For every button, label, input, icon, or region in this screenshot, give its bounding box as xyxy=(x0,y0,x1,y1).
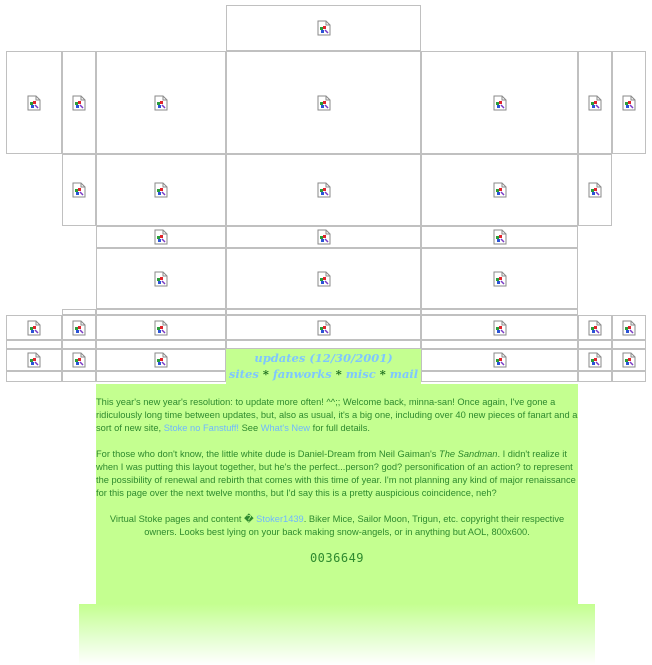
sandman-paragraph xyxy=(96,448,578,500)
nav-separator: * xyxy=(262,367,269,381)
stoker-link[interactable]: Stoker1439 xyxy=(256,514,304,524)
broken-image-icon xyxy=(27,95,41,111)
broken-image-icon xyxy=(588,182,602,198)
image-cell xyxy=(612,340,646,349)
image-cell xyxy=(62,371,96,382)
image-cell xyxy=(226,5,421,51)
image-cell xyxy=(578,154,612,226)
nav-links xyxy=(226,366,421,382)
image-cell xyxy=(96,226,226,248)
image-cell xyxy=(421,349,578,371)
image-cell xyxy=(421,371,578,382)
broken-image-icon xyxy=(154,182,168,198)
stoke-fanstuff-link[interactable]: Stoke no Fanstuff! xyxy=(163,423,239,433)
image-cell xyxy=(421,154,578,226)
broken-image-icon xyxy=(72,182,86,198)
broken-image-icon xyxy=(317,182,331,198)
copyright-text-end: . Biker Mice, Sailor Moon, Trigun, etc. copyright their respective owners. Looks best lying on your back making snow-angels, or in anything but AOL, 800x600. xyxy=(144,514,565,537)
nav-mail-link[interactable]: mail xyxy=(389,367,419,381)
image-cell xyxy=(612,315,646,340)
nav-sites-link[interactable]: sites xyxy=(228,367,259,381)
broken-image-icon xyxy=(154,352,168,368)
broken-image-icon xyxy=(588,320,602,336)
nav-separator: * xyxy=(379,367,386,381)
image-cell xyxy=(612,371,646,382)
image-cell xyxy=(62,340,96,349)
broken-image-icon xyxy=(317,320,331,336)
nav-misc-link[interactable]: misc xyxy=(345,367,376,381)
image-cell xyxy=(6,315,62,340)
image-cell xyxy=(578,315,612,340)
image-cell xyxy=(96,349,226,371)
intro-paragraph xyxy=(96,396,578,435)
broken-image-icon xyxy=(27,352,41,368)
broken-image-icon xyxy=(622,95,636,111)
image-cell xyxy=(226,340,421,349)
image-cell xyxy=(226,226,421,248)
image-cell xyxy=(226,248,421,309)
image-cell xyxy=(6,340,62,349)
image-cell xyxy=(421,51,578,154)
image-cell xyxy=(6,349,62,371)
image-cell xyxy=(6,371,62,382)
image-cell xyxy=(421,315,578,340)
broken-image-icon xyxy=(154,229,168,245)
broken-image-icon xyxy=(588,352,602,368)
hit-counter: 0036649 xyxy=(309,551,365,565)
image-cell xyxy=(578,340,612,349)
broken-image-icon xyxy=(317,229,331,245)
broken-image-icon xyxy=(154,95,168,111)
image-cell xyxy=(578,349,612,371)
whats-new-link[interactable]: What's New xyxy=(260,423,311,433)
image-cell xyxy=(421,226,578,248)
broken-image-icon xyxy=(493,271,507,287)
image-cell xyxy=(421,248,578,309)
broken-image-icon xyxy=(493,320,507,336)
updates-header xyxy=(226,349,421,384)
updates-title: updates (12/30/2001) xyxy=(254,351,393,365)
nav-separator: * xyxy=(335,367,342,381)
broken-image-icon xyxy=(154,320,168,336)
broken-image-icon xyxy=(622,320,636,336)
image-cell xyxy=(612,51,646,154)
broken-image-icon xyxy=(317,20,331,36)
broken-image-icon xyxy=(493,352,507,368)
image-cell xyxy=(96,248,226,309)
broken-image-icon xyxy=(154,271,168,287)
image-cell xyxy=(62,51,96,154)
image-cell xyxy=(96,51,226,154)
image-cell xyxy=(421,340,578,349)
sandman-title: The Sandman xyxy=(439,449,498,459)
broken-image-icon xyxy=(493,95,507,111)
image-cell xyxy=(226,51,421,154)
broken-image-icon xyxy=(72,352,86,368)
image-cell xyxy=(226,154,421,226)
image-cell xyxy=(578,51,612,154)
image-cell xyxy=(226,315,421,340)
bottom-fade xyxy=(79,604,595,665)
image-cell xyxy=(96,340,226,349)
image-cell xyxy=(96,154,226,226)
sandman-text: For those who don't know, the little white dude is Daniel-Dream from Neil Gaiman's xyxy=(96,449,440,459)
sandman-text-end: . I didn't realize it when I was putting this layout together, but he's the perfect...person? god? personification of an action? to represent the possibility of renewal and rebirth that comes with this time of year. I'm not planning any kind of major renaissance for this page over the next twelve months, but I'd say this is a pretty auspicious coincidence, neh? xyxy=(96,449,576,498)
copyright-paragraph xyxy=(96,513,578,539)
broken-image-icon xyxy=(493,229,507,245)
broken-image-icon xyxy=(317,271,331,287)
copyright-text: Virtual Stoke pages and content � xyxy=(109,514,257,524)
broken-image-icon xyxy=(72,320,86,336)
broken-image-icon xyxy=(72,95,86,111)
broken-image-icon xyxy=(588,95,602,111)
broken-image-icon xyxy=(27,320,41,336)
intro-text: This year's new year's resolution: to update more often! ^^;; Welcome back, minna-san! Once again, I've gone a ridiculously long time between updates, but, also as usual, it's a big one, including over 40 new pieces of fanart and a sort of new site, xyxy=(96,397,578,433)
intro-text-end: for full details. xyxy=(310,423,370,433)
image-cell xyxy=(96,315,226,340)
image-cell xyxy=(6,51,62,154)
nav-fanworks-link[interactable]: fanworks xyxy=(272,367,332,381)
image-cell xyxy=(96,371,226,382)
broken-image-icon xyxy=(493,182,507,198)
image-cell xyxy=(62,349,96,371)
image-cell xyxy=(578,371,612,382)
image-cell xyxy=(612,349,646,371)
broken-image-icon xyxy=(317,95,331,111)
content-panel xyxy=(96,384,578,604)
broken-image-icon xyxy=(622,352,636,368)
image-cell xyxy=(62,154,96,226)
image-cell xyxy=(62,315,96,340)
intro-text-see: See xyxy=(239,423,261,433)
